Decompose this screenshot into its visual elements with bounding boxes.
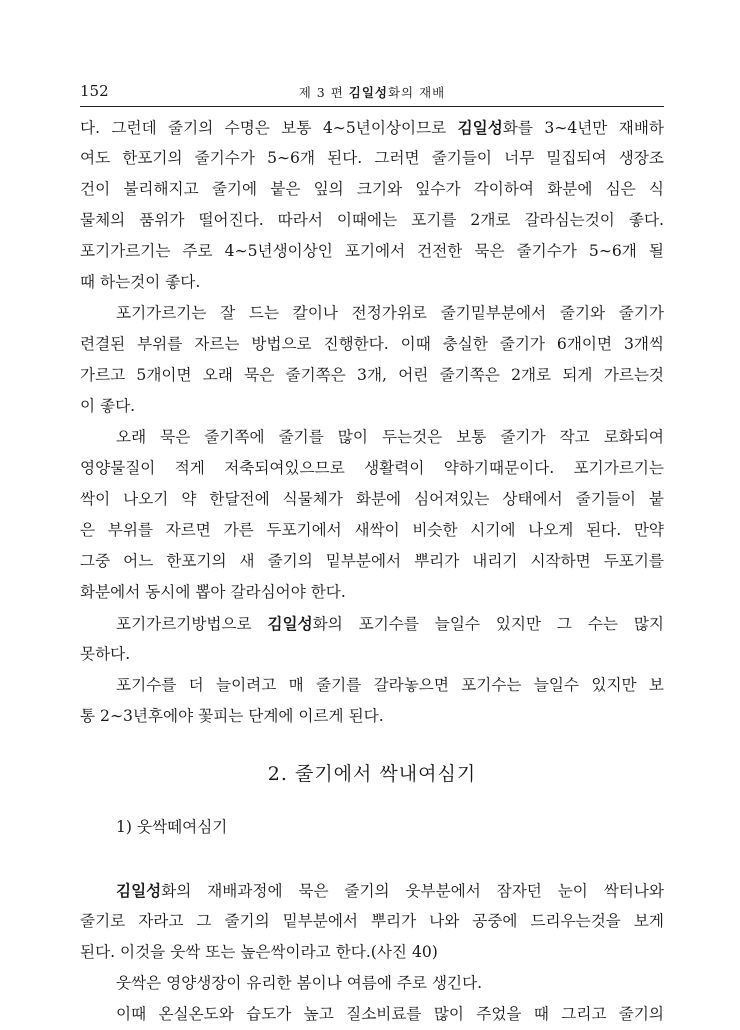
bold-name: 김일성 (116, 881, 162, 900)
text-run: 웃싹은 영양생장이 유리한 봄이나 여름에 주로 생긴다. (116, 974, 483, 992)
text-line (80, 174, 664, 205)
text-run: 건이 불리해지고 줄기에 붙은 잎의 크기와 잎수가 각이하여 화분에 심은 식 (80, 180, 664, 198)
text-run: 오래 묵은 줄기쪽에 줄기를 많이 두는것은 보통 줄기가 작고 로화되여 (116, 428, 664, 446)
section-title: 2. 줄기에서 싹내여심기 (267, 763, 477, 785)
text-run: 그중 어느 한포기의 새 줄기의 밑부분에서 뿌리가 내리기 시작하면 두포기를 (80, 552, 664, 570)
text-line (80, 112, 664, 143)
text-run: 싹이 나오기 약 한달전에 식물체가 화분에 심어져있는 상태에서 줄기들이 붙 (80, 490, 664, 508)
text-line (80, 391, 664, 422)
text-line (80, 701, 664, 732)
header-rule (80, 106, 664, 107)
running-head-prefix: 제 3 편 (298, 85, 349, 100)
text-line (80, 267, 664, 298)
text-line (80, 143, 664, 174)
text-run: 포기가르기는 주로 4∼5년생이상인 포기에서 건전한 묵은 줄기수가 5∼6개 될 (80, 242, 664, 260)
text-line (80, 937, 664, 968)
text-run: 포기수를 더 늘이려고 매 줄기를 갈라놓으면 포기수는 늘일수 있지만 보 (116, 676, 664, 694)
text-run: 포기가르기는 잘 드는 칼이나 전정가위로 줄기밑부분에서 줄기와 줄기가 (116, 304, 664, 322)
text-line (80, 546, 664, 577)
text-run: 된다. 이것을 웃싹 또는 높은싹이라고 한다.(사진 40) (80, 943, 438, 961)
text-run: 통 2∼3년후에야 꽃피는 단계에 이르게 된다. (80, 707, 384, 725)
text-line (80, 906, 664, 937)
text-line (80, 329, 664, 360)
text-line (80, 484, 664, 515)
text-line (80, 298, 664, 329)
text-run: 화분에서 동시에 뽑아 갈라심어야 한다. (80, 583, 346, 601)
text-run: 화를 3∼4년만 재배하 (502, 119, 664, 137)
text-run: 다. 그런데 줄기의 수명은 보통 4∼5년이상이므로 (80, 119, 458, 137)
text-run: 화의 재배과정에 묵은 줄기의 웃부분에서 잠자던 눈이 싹터나와 (161, 882, 664, 900)
text-line (80, 453, 664, 484)
text-line (80, 360, 664, 391)
text-line (80, 422, 664, 453)
bold-name: 김일성 (457, 118, 503, 137)
text-run: 은 부위를 자르면 가른 두포기에서 새싹이 비슷한 시기에 나오게 된다. 만약 (80, 521, 664, 539)
text-line (80, 608, 664, 639)
text-run: 화의 포기수를 늘일수 있지만 그 수는 많지 (312, 615, 664, 633)
text-run: 포기가르기방법으로 (116, 615, 268, 633)
text-line (80, 670, 664, 701)
running-head (80, 83, 664, 101)
text-run: 때 하는것이 좋다. (80, 273, 201, 291)
text-line (80, 875, 664, 906)
page-number: 152 (80, 82, 109, 100)
running-head-name: 김일성 (348, 85, 388, 100)
text-line (80, 999, 664, 1030)
text-run: 영양물질이 적게 저축되여있으므로 생활력이 약하기때문이다. 포기가르기는 (80, 459, 664, 477)
bold-name: 김일성 (267, 614, 313, 633)
text-run: 물체의 품위가 떨어진다. 따라서 이때에는 포기를 2개로 갈라심는것이 좋다. (80, 211, 664, 229)
text-block-1 (80, 112, 664, 732)
text-line (80, 577, 664, 608)
text-run: 이때 온실온도와 습도가 높고 질소비료를 많이 주었을 때 그리고 줄기의 (116, 1005, 664, 1023)
text-run: 가르고 5개이면 오래 묵은 줄기쪽은 3개, 어린 줄기쪽은 2개로 되게 가르는것 (80, 366, 664, 384)
text-line (80, 515, 664, 546)
page-header (80, 80, 664, 106)
document-body (80, 112, 664, 1030)
text-line (80, 205, 664, 236)
text-run: 련결된 부위를 자르는 방법으로 진행한다. 이때 충실한 줄기가 6개이면 3개씩 (80, 335, 664, 353)
text-run: 이 좋다. (80, 397, 136, 415)
running-head-suffix: 화의 재배 (387, 85, 446, 100)
text-line (80, 639, 664, 670)
text-run: 여도 한포기의 줄기수가 5∼6개 된다. 그러면 줄기들이 너무 밀집되여 생장조 (80, 149, 664, 167)
text-line (80, 968, 664, 999)
text-line (80, 236, 664, 267)
subsection-title: 1) 웃싹떼여심기 (116, 818, 228, 836)
text-run: 못하다. (80, 645, 131, 663)
text-block-2 (80, 875, 664, 1030)
text-run: 줄기로 자라고 그 줄기의 밑부분에서 뿌리가 나와 공중에 드리우는것을 보게 (80, 912, 664, 930)
